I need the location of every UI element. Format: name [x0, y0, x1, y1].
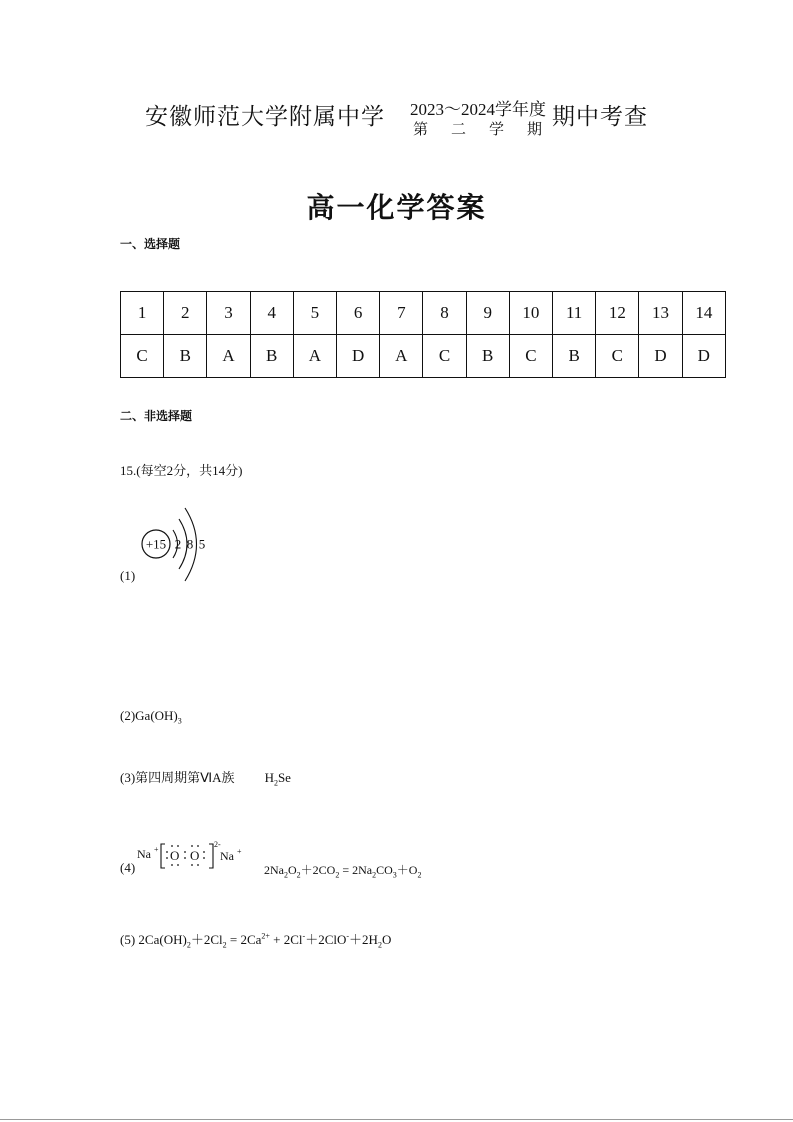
formula-part: ＋2CO — [300, 863, 336, 877]
formula-part: 2Na — [264, 863, 284, 877]
table-cell: B — [553, 335, 596, 378]
subscript: 2 — [335, 870, 340, 880]
semester-char: 学 — [489, 120, 506, 138]
school-year: 2023～2024学年度 — [410, 100, 546, 119]
sodium-charge-left: + — [154, 845, 159, 854]
question-15-intro: 15.(每空2分，共14分) — [120, 463, 243, 478]
table-cell: 11 — [553, 292, 596, 335]
table-cell: B — [250, 335, 293, 378]
table-cell: 12 — [596, 292, 639, 335]
subscript: 2 — [372, 870, 377, 880]
part-1-label: (1) — [120, 568, 136, 583]
subscript: 2 — [284, 870, 288, 880]
page-bottom-rule — [0, 1119, 793, 1120]
sodium-charge-right: + — [237, 847, 242, 856]
subscript: 3 — [392, 870, 397, 880]
sodium-ion-left: Na — [137, 847, 151, 861]
peroxide-charge: 2- — [214, 840, 221, 849]
formula-part: ＋2ClO — [305, 932, 347, 947]
subscript: 2 — [417, 870, 422, 880]
equation-na2o2-co2 — [264, 861, 421, 879]
superscript: - — [302, 931, 306, 941]
table-row-answers — [121, 335, 726, 378]
oxygen-atom-1: O — [170, 848, 180, 863]
table-cell: C — [596, 335, 639, 378]
table-cell: B — [466, 335, 509, 378]
part-3-answer — [120, 767, 291, 788]
table-cell: D — [337, 335, 380, 378]
hydride-formula — [264, 770, 291, 788]
exam-type: 期中考查 — [552, 104, 648, 130]
bracket-right — [209, 844, 213, 868]
table-cell: 14 — [682, 292, 725, 335]
table-cell: A — [380, 335, 423, 378]
bracket-left — [161, 844, 165, 868]
subscript: 2 — [273, 778, 278, 788]
semester-char: 期 — [527, 120, 544, 138]
shell-electrons-1: 2 — [174, 536, 182, 552]
subscript: 2 — [222, 940, 227, 950]
part-3-label: (3) — [120, 770, 136, 785]
table-cell: C — [509, 335, 552, 378]
part-2-answer — [120, 708, 182, 726]
subscript: 2 — [296, 870, 301, 880]
table-cell: D — [639, 335, 682, 378]
table-cell: 5 — [293, 292, 336, 335]
part-5-label: (5) — [120, 932, 136, 947]
part-2-label: (2) — [120, 708, 136, 723]
formula-gaoh3: Ga(OH) — [135, 708, 178, 723]
table-row-numbers — [121, 292, 726, 335]
table-cell: A — [207, 335, 250, 378]
table-cell: B — [164, 335, 207, 378]
table-cell: A — [293, 335, 336, 378]
superscript: 2+ — [261, 931, 270, 941]
formula-part: = 2Ca — [226, 932, 262, 947]
semester-char: 第 — [413, 120, 430, 138]
table-cell: 2 — [164, 292, 207, 335]
formula-part: = 2Na — [339, 863, 373, 877]
formula-part: ＋2Cl — [190, 932, 223, 947]
part-5-answer — [120, 929, 391, 950]
page-title: 高一化学答案 — [306, 191, 487, 224]
nucleus-charge: +15 — [145, 536, 167, 552]
shell-electrons-2: 8 — [186, 536, 194, 552]
section-heading-nonchoice: 二、非选择题 — [120, 409, 193, 423]
formula-part: O — [288, 863, 297, 877]
formula-part: ＋O — [396, 863, 418, 877]
formula-part: H — [264, 770, 274, 785]
table-cell: C — [121, 335, 164, 378]
semester-char: 二 — [451, 120, 468, 138]
table-cell: 8 — [423, 292, 466, 335]
formula-part: O — [381, 932, 392, 947]
table-cell: 1 — [121, 292, 164, 335]
table-cell: 9 — [466, 292, 509, 335]
section-heading-choice: 一、选择题 — [120, 237, 181, 251]
oxygen-atom-2: O — [190, 848, 200, 863]
formula-part: CO — [376, 863, 393, 877]
periodic-position: 第四周期第ⅥA族 — [135, 770, 235, 785]
subscript: 3 — [177, 716, 182, 726]
table-cell: 13 — [639, 292, 682, 335]
formula-part: Se — [277, 770, 291, 785]
table-cell: 7 — [380, 292, 423, 335]
part-4-label: (4) — [120, 860, 136, 875]
semester — [413, 118, 543, 139]
atom-structure-diagram — [138, 505, 218, 585]
subscript: 2 — [186, 940, 191, 950]
table-cell: 6 — [337, 292, 380, 335]
table-cell: D — [682, 335, 725, 378]
table-cell: 4 — [250, 292, 293, 335]
table-cell: 3 — [207, 292, 250, 335]
na2o2-electron-dot-diagram — [136, 838, 246, 874]
sodium-ion-right: Na — [220, 849, 234, 863]
answer-table — [120, 291, 726, 378]
superscript: - — [346, 931, 350, 941]
formula-part: ＋2H — [349, 932, 378, 947]
subscript: 2 — [377, 940, 382, 950]
formula-part: + 2Cl — [269, 932, 303, 947]
table-cell: 10 — [509, 292, 552, 335]
formula-part: 2Ca(OH) — [135, 932, 187, 947]
table-cell: C — [423, 335, 466, 378]
shell-electrons-3: 5 — [198, 536, 206, 552]
school-name: 安徽师范大学附属中学 — [145, 104, 385, 130]
